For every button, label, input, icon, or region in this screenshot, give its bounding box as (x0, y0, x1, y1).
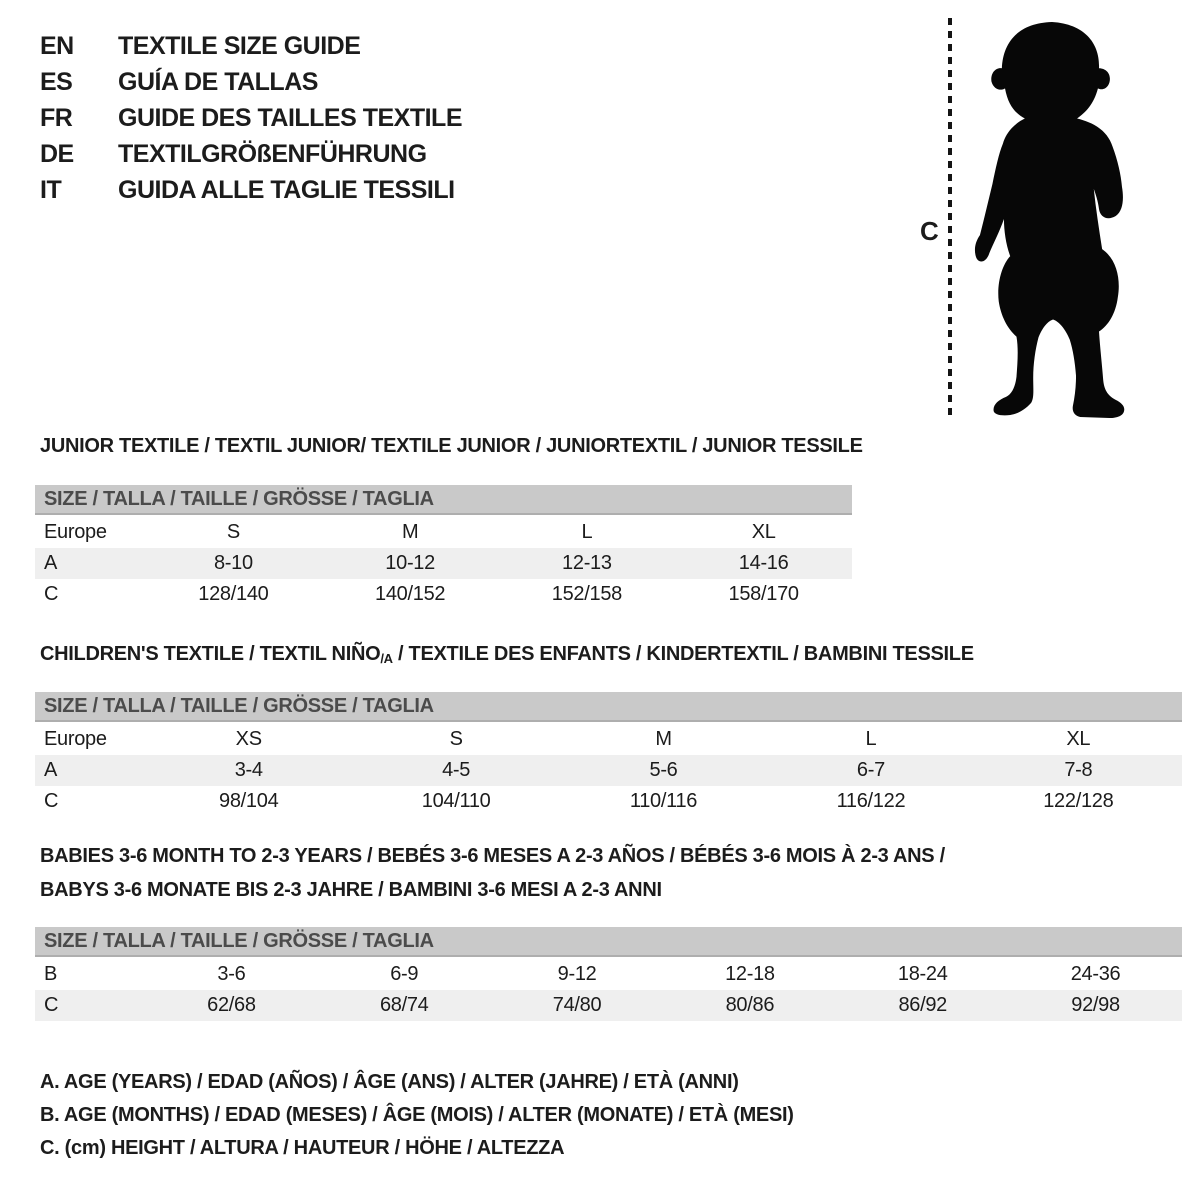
size-cell: M (401, 521, 419, 543)
title-subscript: /A (380, 651, 393, 666)
size-table-header: SIZE / TALLA / TAILLE / GRÖSSE / TAGLIA (35, 485, 852, 515)
language-title-list (40, 28, 462, 208)
junior-size-table (35, 485, 852, 610)
size-cell: 68/74 (379, 994, 429, 1016)
lang-code: FR (40, 104, 73, 132)
size-cell: 152/158 (551, 583, 622, 605)
size-cell: S (449, 728, 463, 750)
size-cell: 14-16 (738, 552, 789, 574)
table-row (35, 579, 852, 610)
size-cell: 10-12 (385, 552, 435, 574)
row-label: C (44, 790, 59, 812)
size-cell: XL (1066, 728, 1091, 750)
size-cell: S (226, 521, 240, 543)
lang-title: TEXTILE SIZE GUIDE (118, 32, 361, 60)
lang-title: GUIDA ALLE TAGLIE TESSILI (118, 176, 455, 204)
row-label: B (44, 963, 58, 985)
lang-row-en (40, 28, 462, 64)
babies-section-title (35, 840, 1182, 874)
size-cell: 80/86 (725, 994, 775, 1016)
lang-title: GUÍA DE TALLAS (118, 68, 318, 96)
table-row (35, 724, 1182, 755)
children-section-title (35, 642, 1182, 668)
size-cell: 3-6 (217, 963, 246, 985)
size-cell: 3-4 (234, 759, 263, 781)
row-label: C (44, 994, 59, 1016)
size-table-header: SIZE / TALLA / TAILLE / GRÖSSE / TAGLIA (35, 692, 1182, 722)
title-text: BABIES 3-6 MONTH TO 2-3 YEARS / BEBÉS 3-6 MESES A 2-3 AÑOS / BÉBÉS 3-6 MOIS À 2-3 ANS / (40, 845, 945, 867)
size-cell: 116/122 (836, 790, 906, 812)
babies-section-title-line2: BABYS 3-6 MONATE BIS 2-3 JAHRE / BAMBINI 3-6 MESI A 2-3 ANNI (40, 879, 662, 901)
lang-code: DE (40, 140, 74, 168)
size-cell: 12-13 (562, 552, 612, 574)
row-label: Europe (44, 728, 107, 750)
row-label: C (44, 583, 59, 605)
table-row (35, 755, 1182, 786)
size-cell: M (655, 728, 672, 750)
size-cell: L (581, 521, 593, 543)
row-label: Europe (44, 521, 107, 543)
footnote-height-cm: C. (cm) HEIGHT / ALTURA / HAUTEUR / HÖHE / ALTEZZA (40, 1137, 565, 1159)
table-row (35, 517, 852, 548)
size-cell: 12-18 (725, 963, 775, 985)
table-row (35, 786, 1182, 817)
lang-row-it (40, 172, 462, 208)
size-cell: 9-12 (557, 963, 597, 985)
measure-c-label: C (920, 216, 939, 246)
toddler-silhouette (958, 18, 1146, 420)
size-cell: 62/68 (207, 994, 256, 1016)
lang-row-de (40, 136, 462, 172)
height-dashed-line (948, 18, 952, 418)
size-cell: 8-10 (213, 552, 253, 574)
size-cell: L (865, 728, 877, 750)
footnote-age-months: B. AGE (MONTHS) / EDAD (MESES) / ÂGE (MOIS) / ALTER (MONATE) / ETÀ (MESI) (40, 1104, 794, 1126)
babies-textile-section (35, 840, 1182, 1021)
lang-code: ES (40, 68, 73, 96)
size-table-header: SIZE / TALLA / TAILLE / GRÖSSE / TAGLIA (35, 927, 1182, 957)
size-cell: 86/92 (898, 994, 947, 1016)
size-cell: 6-7 (856, 759, 885, 781)
size-cell: 5-6 (649, 759, 678, 781)
title-text: / TEXTILE DES ENFANTS / KINDERTEXTIL / BAMBINI TESSILE (392, 643, 974, 665)
footnote-age-years: A. AGE (YEARS) / EDAD (AÑOS) / ÂGE (ANS) / ALTER (JAHRE) / ETÀ (ANNI) (40, 1071, 739, 1093)
lang-code: IT (40, 176, 62, 204)
junior-textile-section (35, 434, 863, 610)
row-label: A (44, 552, 58, 574)
size-cell: 24-36 (1070, 963, 1121, 985)
lang-title: TEXTILGRÖßENFÜHRUNG (118, 140, 427, 168)
size-cell: 110/116 (629, 790, 698, 812)
lang-title: GUIDE DES TAILLES TEXTILE (118, 104, 463, 132)
table-row (35, 548, 852, 579)
size-cell: XL (751, 521, 776, 543)
size-cell: 98/104 (219, 790, 279, 812)
title-text: JUNIOR TEXTILE / TEXTIL JUNIOR/ TEXTILE JUNIOR / JUNIORTEXTIL / JUNIOR TESSILE (40, 435, 863, 457)
table-row (35, 990, 1182, 1021)
lang-code: EN (40, 32, 74, 60)
lang-row-es (40, 64, 462, 100)
row-label: A (44, 759, 58, 781)
size-cell: 92/98 (1071, 994, 1120, 1016)
size-cell: 7-8 (1064, 759, 1093, 781)
height-measure-figure (912, 16, 1162, 424)
junior-section-title (35, 434, 863, 460)
table-row (35, 959, 1182, 990)
size-cell: 6-9 (390, 963, 419, 985)
lang-row-fr (40, 100, 462, 136)
size-cell: 122/128 (1043, 790, 1114, 812)
babies-size-table (35, 927, 1182, 1021)
children-size-table (35, 692, 1182, 817)
size-cell: 18-24 (897, 963, 948, 985)
children-textile-section (35, 642, 1182, 817)
size-cell: 140/152 (375, 583, 446, 605)
size-cell: 4-5 (442, 759, 471, 781)
legend-footnotes (40, 1066, 794, 1165)
size-cell: 128/140 (198, 583, 269, 605)
title-text: CHILDREN'S TEXTILE / TEXTIL NIÑO (40, 643, 381, 665)
size-cell: 158/170 (728, 583, 799, 605)
size-cell: 74/80 (552, 994, 602, 1016)
size-cell: 104/110 (421, 790, 491, 812)
size-cell: XS (235, 728, 262, 750)
